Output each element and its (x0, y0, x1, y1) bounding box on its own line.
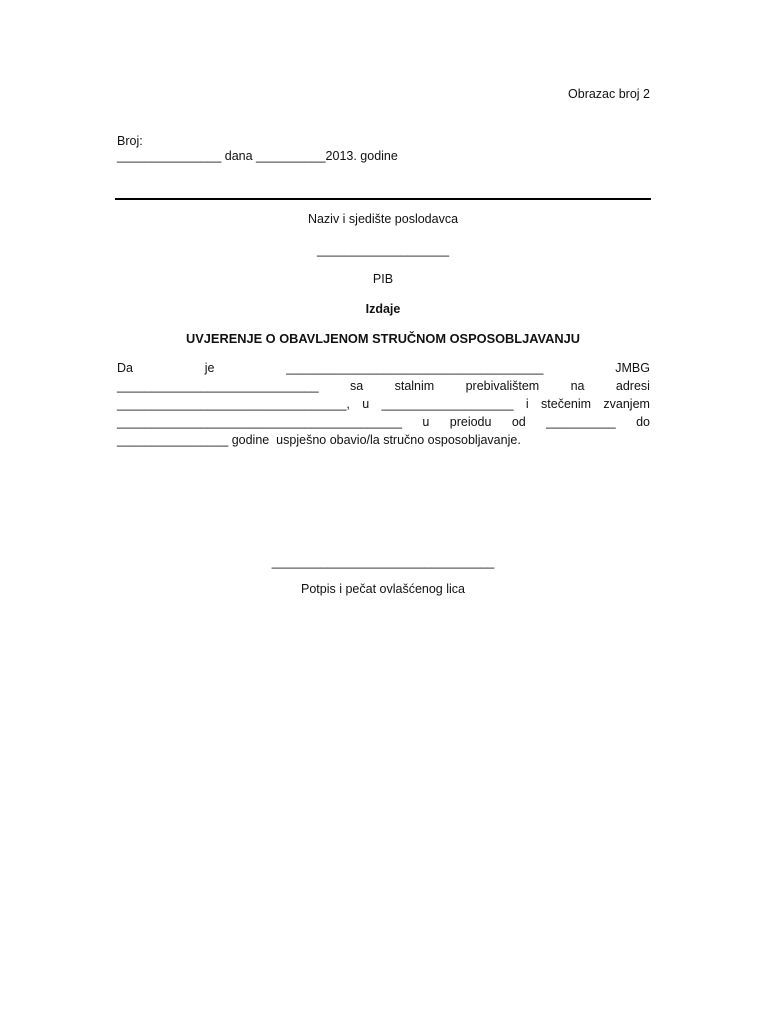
body-line-2 (117, 379, 650, 394)
city-blank: ___________________ (381, 397, 514, 411)
end-date-sentence: ________________ godine uspješno obavio/la stručno osposobljavanje. (117, 433, 521, 447)
issues-heading: Izdaje (365, 302, 401, 316)
body-word: preiodu (449, 415, 492, 429)
certificate-title: UVJERENJE O OBAVLJENOM STRUČNOM OSPOSOBLJAVANJU (186, 331, 580, 346)
name-blank: _____________________________________ (286, 361, 544, 375)
body-word: i (525, 397, 529, 411)
body-word: Da (117, 361, 133, 375)
employer-blank-line: ___________________ (316, 243, 450, 257)
jmbg-blank: _____________________________ (117, 379, 319, 393)
start-date-blank: __________ (546, 415, 616, 429)
body-word: sa (350, 379, 364, 393)
body-word: u (422, 415, 430, 429)
body-word: stečenim (541, 397, 592, 411)
pib-label: PIB (372, 272, 394, 286)
body-line-1 (117, 361, 650, 376)
form-number: Obrazac broj 2 (568, 87, 650, 101)
address-blank: _________________________________, (117, 397, 350, 411)
signature-blank-line: ________________________________ (271, 555, 495, 569)
body-line-4 (117, 415, 650, 430)
horizontal-divider (115, 198, 651, 200)
body-word: do (636, 415, 650, 429)
body-line-3 (117, 397, 650, 412)
number-label: Broj: (117, 134, 143, 148)
signature-label: Potpis i pečat ovlašćenog lica (301, 582, 465, 596)
body-word: adresi (615, 379, 650, 393)
body-word: prebivalištem (465, 379, 540, 393)
body-word: stalnim (394, 379, 435, 393)
body-word: je (204, 361, 215, 375)
number-date-line: _______________ dana __________2013. godine (117, 149, 398, 163)
body-word: od (511, 415, 526, 429)
employer-label: Naziv i sjedište poslodavca (307, 212, 459, 226)
body-word: u (362, 397, 370, 411)
body-line-5 (117, 433, 650, 448)
body-word: zvanjem (603, 397, 650, 411)
body-word: na (570, 379, 585, 393)
title-blank: _________________________________________ (117, 415, 403, 429)
jmbg-label: JMBG (615, 361, 650, 375)
